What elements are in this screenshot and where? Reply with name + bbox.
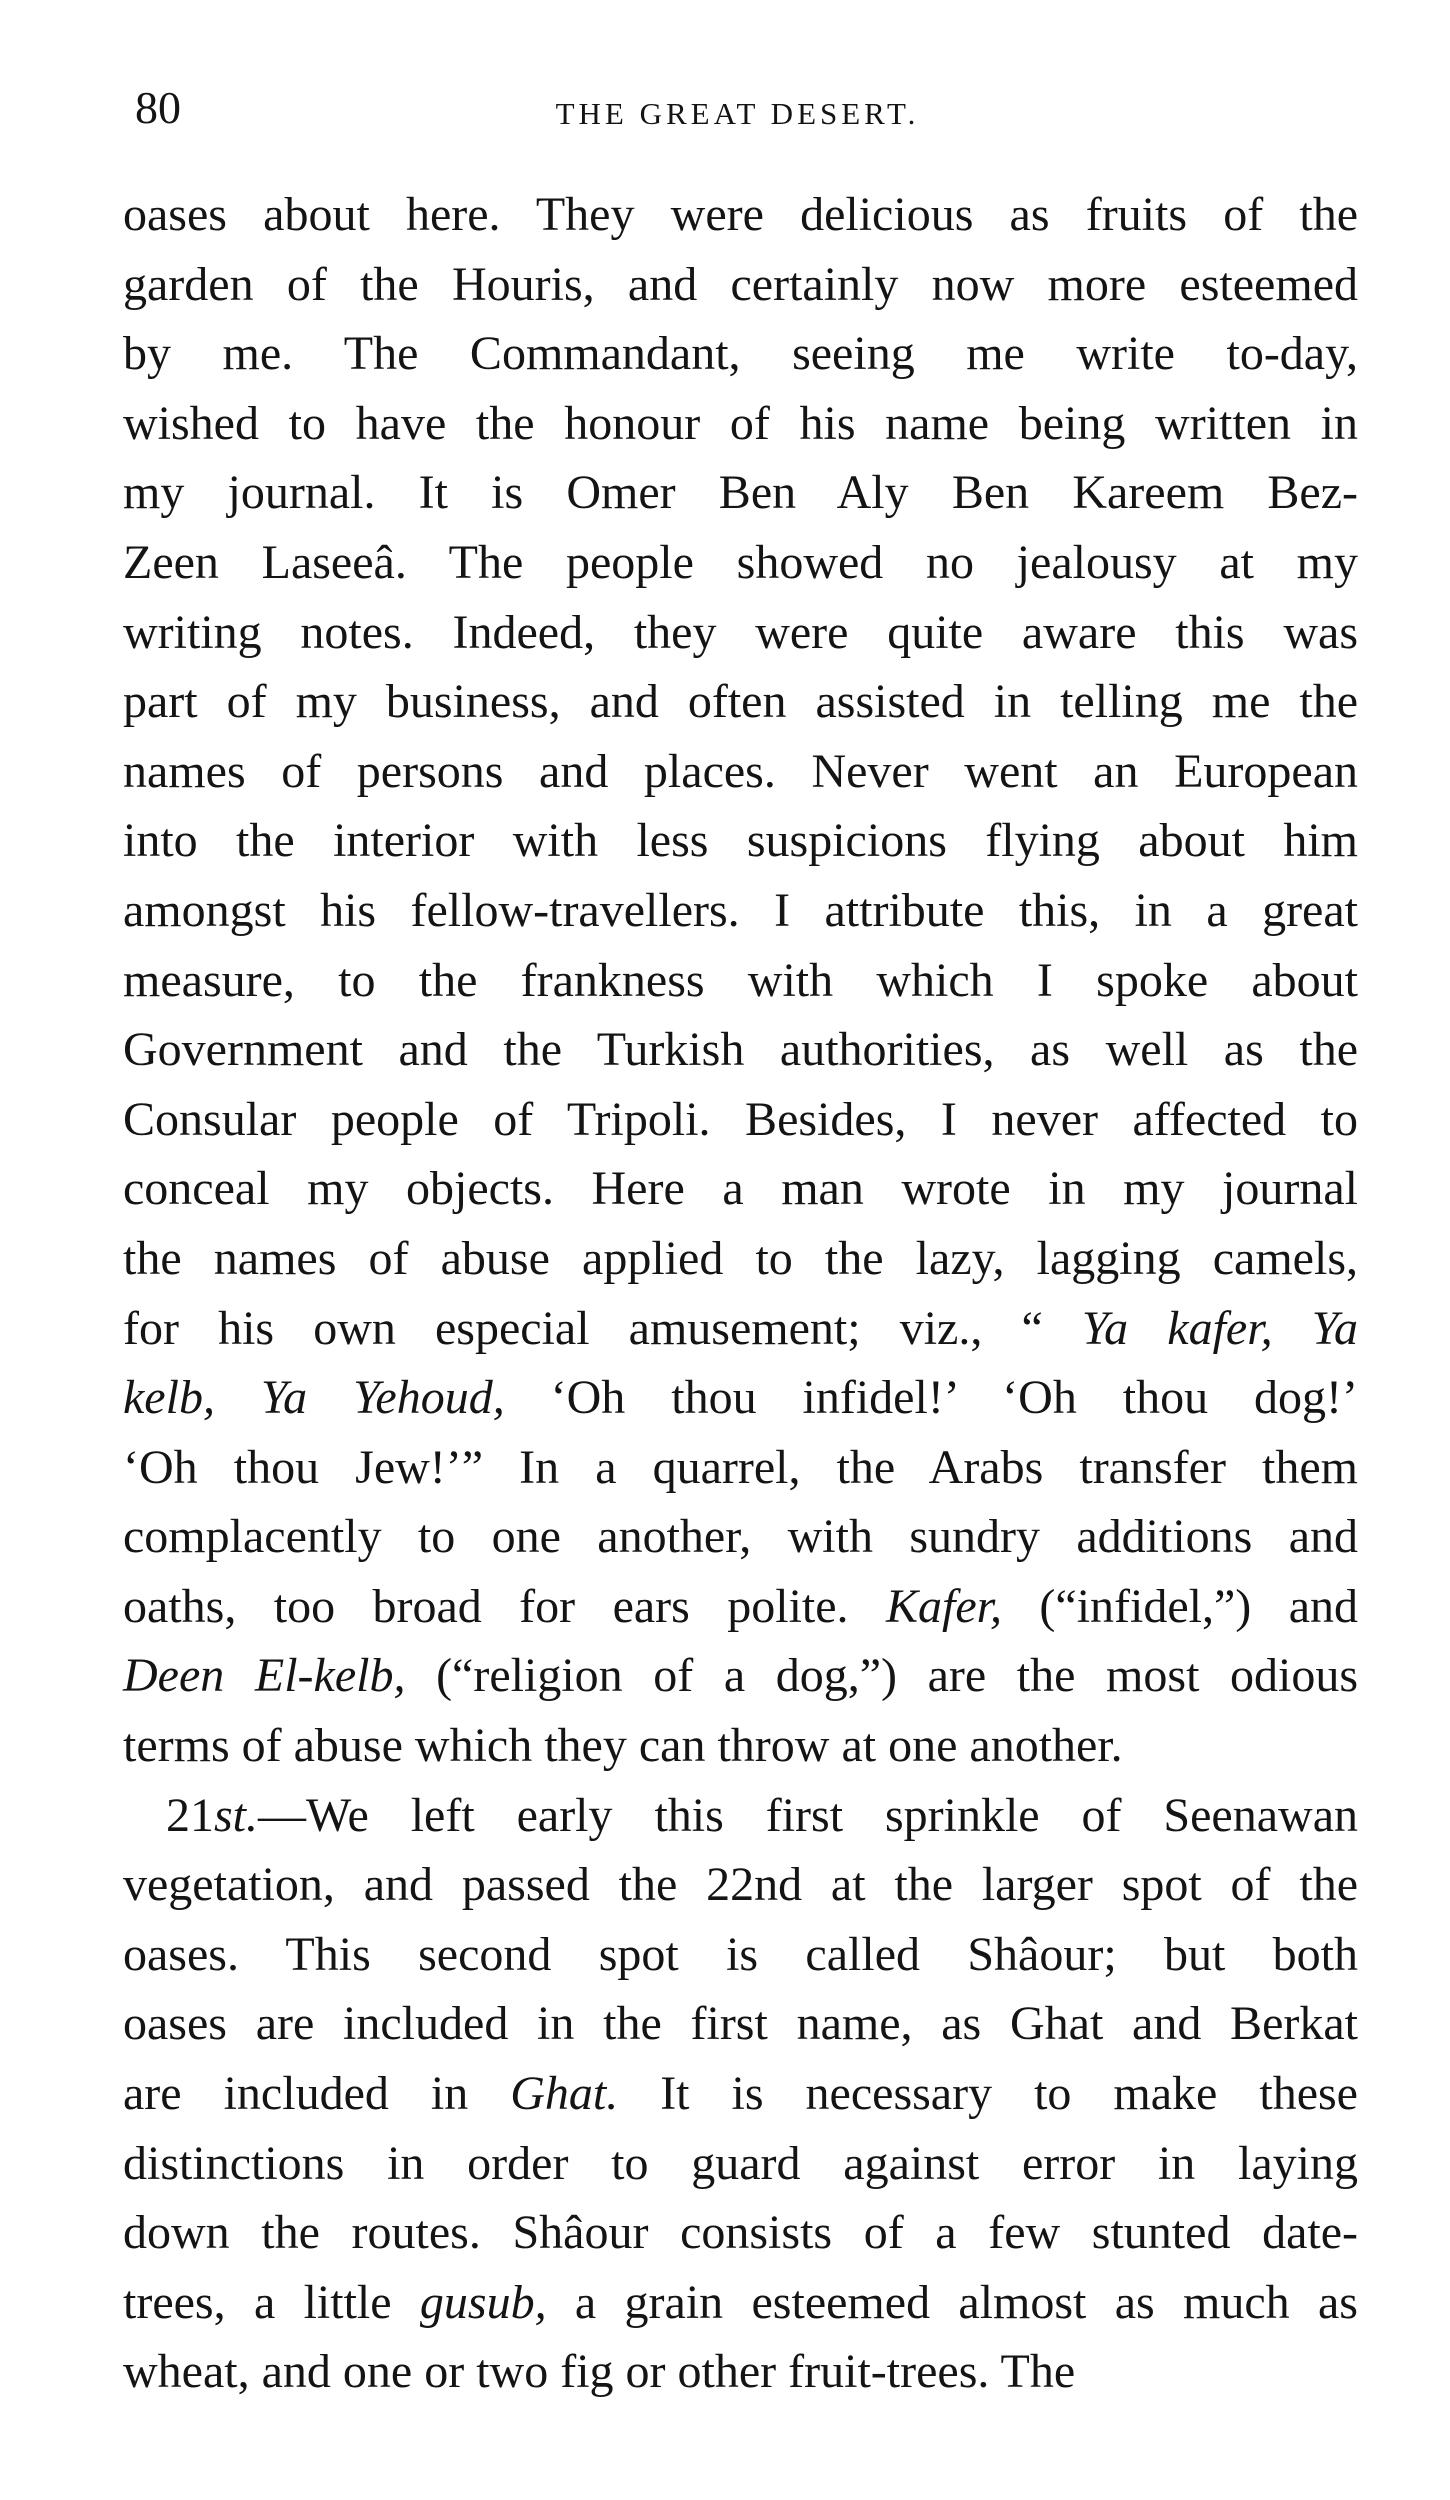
- text-line: terms of abuse which they can throw at one another.: [123, 1719, 1123, 1773]
- text-line: names of persons and places. Never went an European: [123, 744, 1358, 798]
- text-line: writing notes. Indeed, they were quite aware this was: [123, 605, 1358, 659]
- text-line: Government and the Turkish authorities, as well as the: [123, 1023, 1358, 1077]
- text-line: distinctions in order to guard against error in laying: [123, 2136, 1358, 2190]
- italic-text: Ya kafer, Ya: [1081, 1301, 1358, 1355]
- text-line: [123, 1781, 1358, 1851]
- text-line: my journal. It is Omer Ben Aly Ben Kareem Bez-: [123, 466, 1358, 520]
- text-line: Zeen Laseeâ. The people showed no jealousy at my: [123, 535, 1358, 589]
- text-line: [123, 1572, 1358, 1642]
- text-line: down the routes. Shâour consists of a few stunted date-: [123, 2206, 1358, 2260]
- running-title: THE GREAT DESERT.: [555, 96, 920, 131]
- text-line: [123, 2059, 1358, 2129]
- italic-text: kelb, Ya Yehoud,: [123, 1371, 505, 1425]
- page-header: [130, 78, 1345, 138]
- text-line: part of my business, and often assisted in telling me the: [123, 675, 1358, 729]
- text-line: wheat, and one or two fig or other fruit-trees. The: [123, 2345, 1076, 2399]
- italic-text: st.: [214, 1788, 259, 1842]
- page-number: 80: [135, 82, 181, 133]
- text-segment: It is necessary to make these: [618, 2067, 1358, 2121]
- text-line: complacently to one another, with sundry additions and: [123, 1510, 1358, 1564]
- text-line: measure, to the frankness with which I spoke about: [123, 953, 1358, 1007]
- text-line: wished to have the honour of his name being written in: [123, 396, 1358, 450]
- text-segment: a grain esteemed almost as much as: [546, 2275, 1358, 2329]
- text-segment: are included in: [123, 2067, 511, 2121]
- text-line: [123, 2268, 1358, 2338]
- text-segment: 21: [166, 1788, 214, 1842]
- text-segment: —We left early this first sprinkle of Seenawan: [258, 1788, 1358, 1842]
- italic-text: Kafer,: [885, 1579, 1002, 1633]
- text-segment: (“religion of a dog,”) are the most odious: [405, 1649, 1359, 1703]
- text-line: vegetation, and passed the 22nd at the larger spot of the: [123, 1858, 1358, 1912]
- text-segment: ‘Oh thou infidel!’ ‘Oh thou dog!’: [504, 1371, 1359, 1425]
- italic-text: Ghat.: [510, 2067, 619, 2121]
- text-line: oases are included in the first name, as Ghat and Berkat: [123, 1997, 1358, 2051]
- text-segment: oaths, too broad for ears polite.: [123, 1579, 886, 1633]
- text-segment: for his own especial amusement; viz., “: [123, 1301, 1082, 1355]
- italic-text: Deen El-kelb,: [123, 1649, 406, 1703]
- text-line: amongst his fellow-travellers. I attribute this, in a great: [123, 883, 1358, 937]
- body-text: [123, 180, 1358, 2407]
- text-segment: trees, a little: [123, 2275, 420, 2329]
- text-line: [123, 1294, 1358, 1364]
- text-line: into the interior with less suspicions flying about him: [123, 814, 1358, 868]
- text-line: [123, 1363, 1358, 1433]
- text-line: oases about here. They were delicious as fruits of the: [123, 188, 1358, 241]
- text-line: oases. This second spot is called Shâour; but both: [123, 1927, 1358, 1981]
- italic-text: gusub,: [419, 2275, 547, 2329]
- text-line: by me. The Commandant, seeing me write to-day,: [123, 327, 1358, 381]
- text-line: Consular people of Tripoli. Besides, I never affected to: [123, 1092, 1358, 1146]
- text-line: conceal my objects. Here a man wrote in my journal: [123, 1162, 1358, 1216]
- text-segment: (“infidel,”) and: [1002, 1579, 1359, 1633]
- text-line: [123, 1641, 1358, 1711]
- text-line: the names of abuse applied to the lazy, lagging camels,: [123, 1231, 1358, 1285]
- text-line: ‘Oh thou Jew!’” In a quarrel, the Arabs transfer them: [123, 1440, 1358, 1494]
- text-line: garden of the Houris, and certainly now more esteemed: [123, 257, 1358, 311]
